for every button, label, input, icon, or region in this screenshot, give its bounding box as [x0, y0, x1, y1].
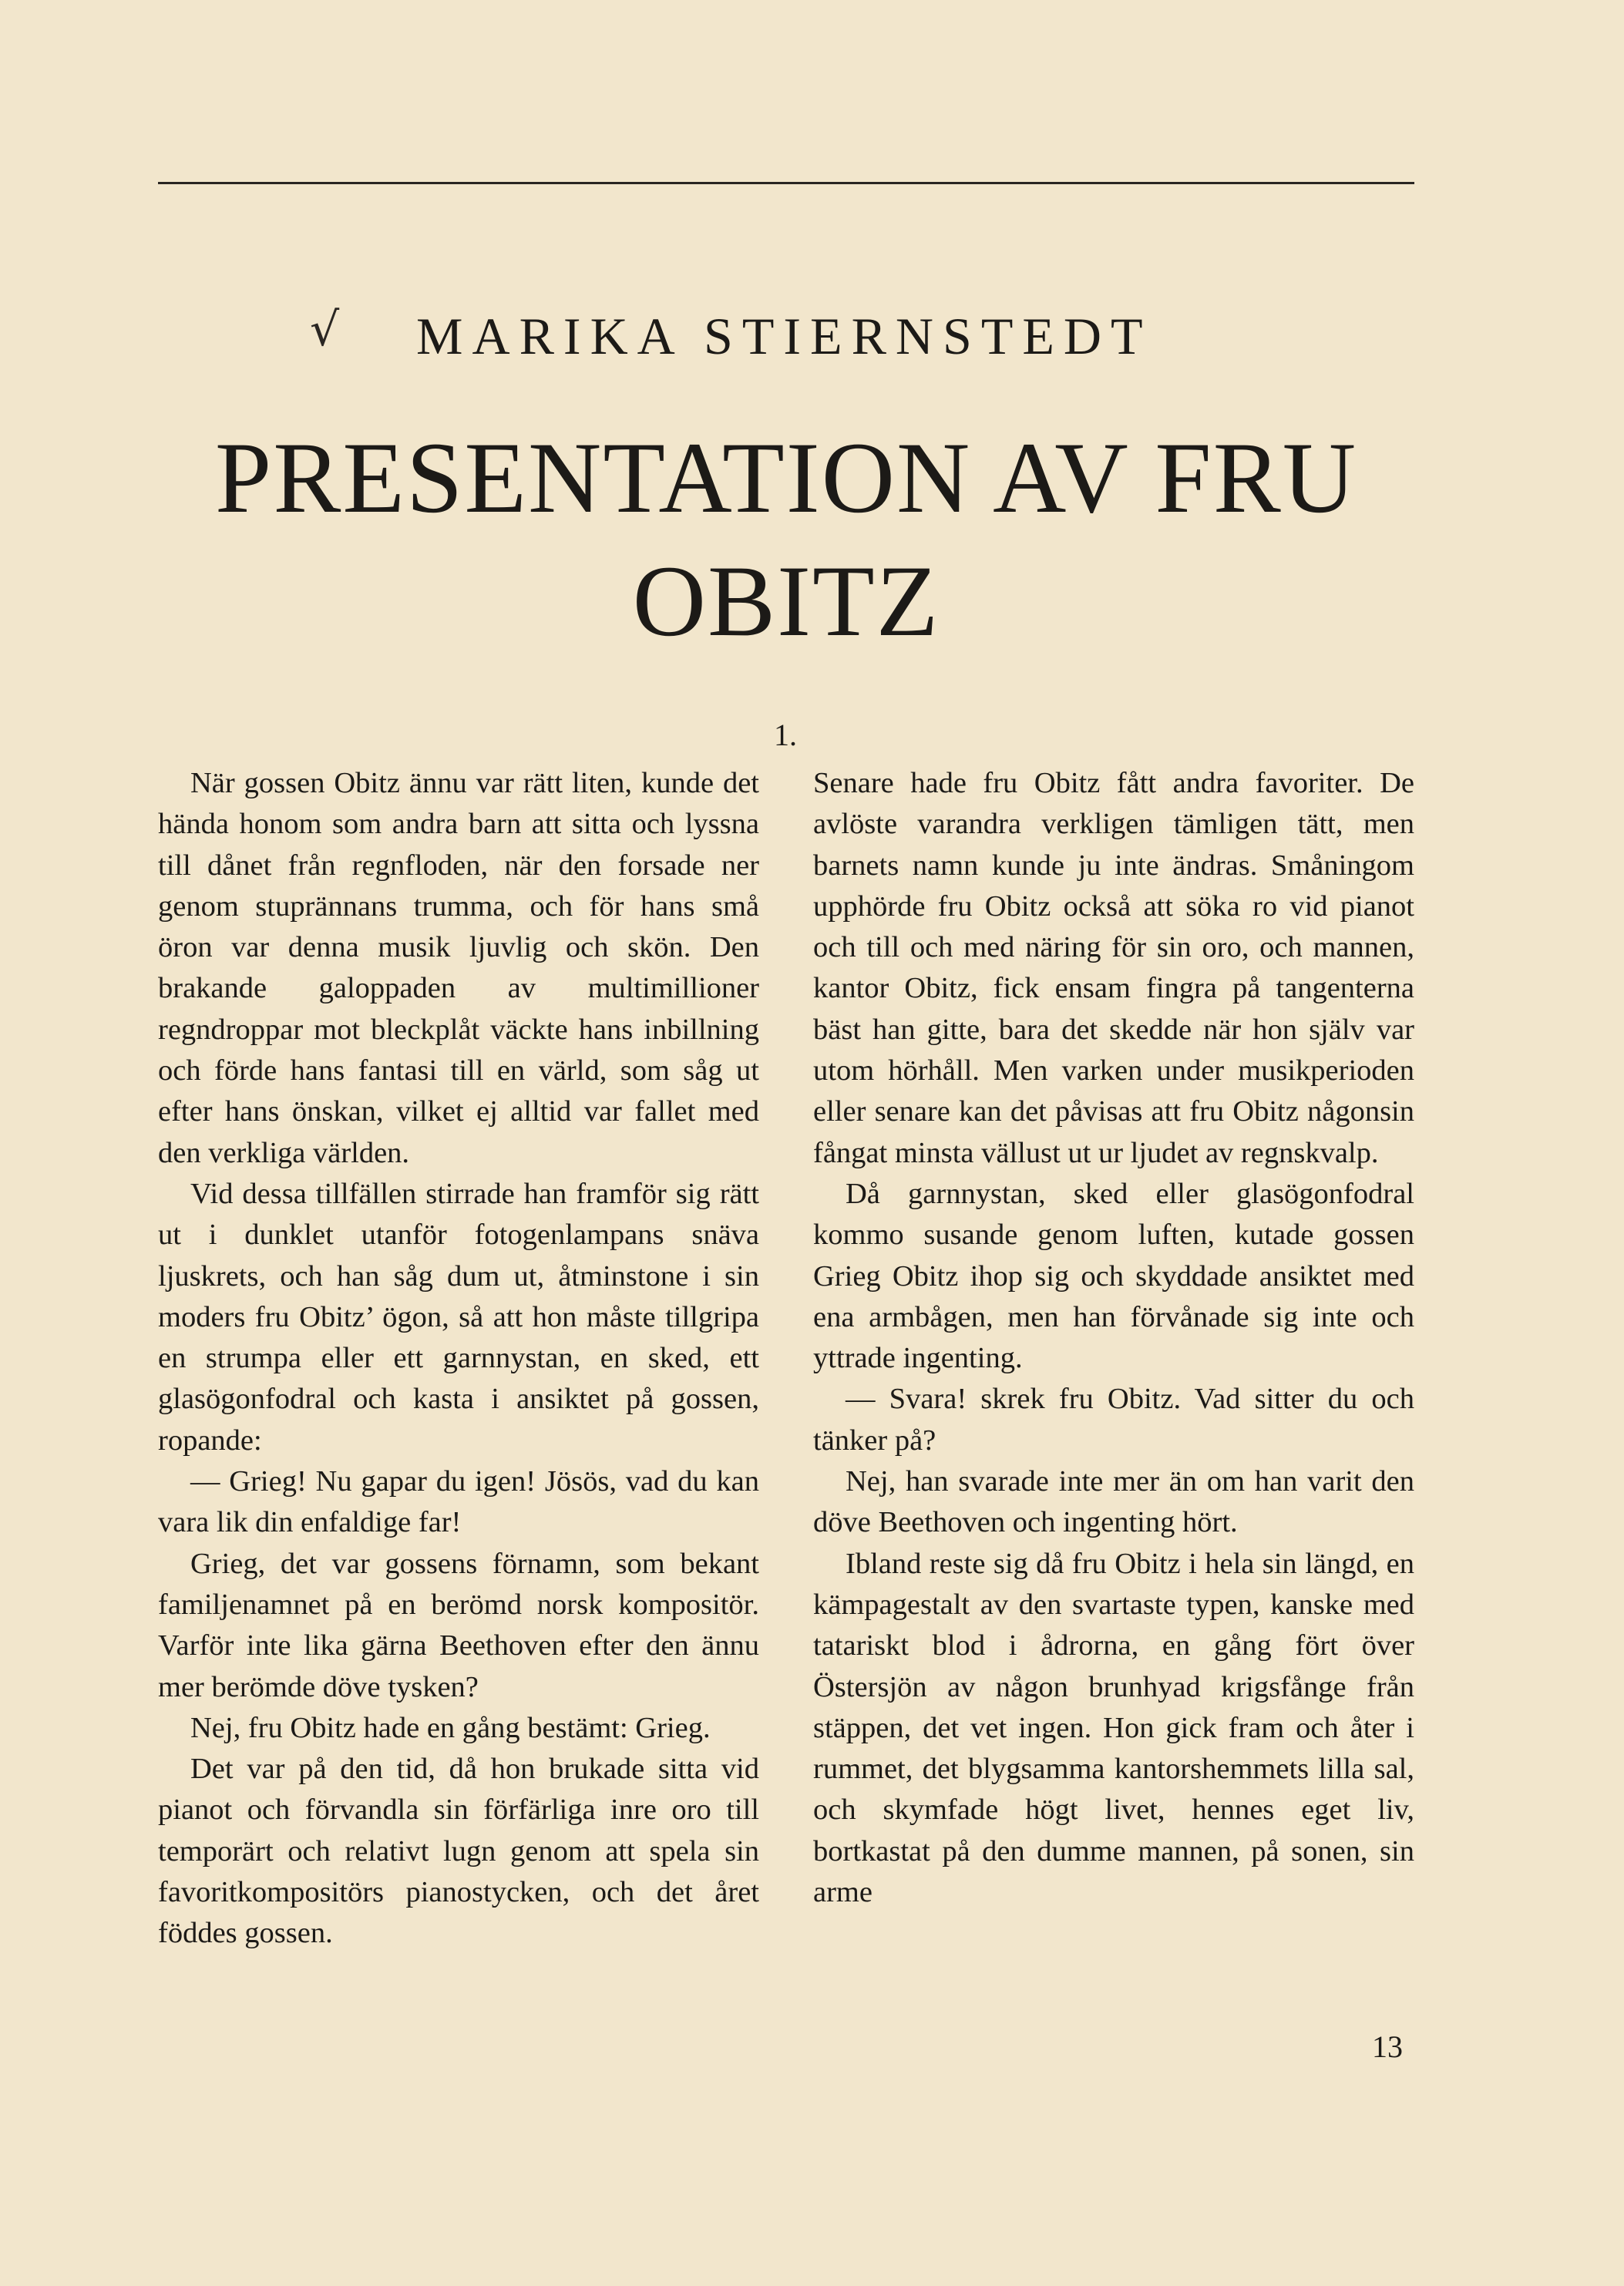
paragraph: Vid dessa tillfällen stirrade han framför sig rätt ut i dunklet utanför fotogenlampans snäva ljuskrets, och han såg dum ut, åtminstone i sin moders fru Obitz’ ögon, så att hon måste tillgripa en strumpa eller ett garnnystan, en sked, ett glasögonfodral och kasta i ansiktet på gossen, ropande: [158, 1177, 759, 1457]
paragraph: Då garnnystan, sked eller glasögonfodral kommo susande genom luften, kutade gossen Grieg Obitz ihop sig och skyddade ansiktet med ena armbågen, men han förvånade sig inte och yttrade ingenting. [813, 1177, 1414, 1375]
author-name: MARIKA STIERNSTEDT [416, 307, 1152, 365]
paragraph: Det var på den tid, då hon brukade sitta vid pianot och förvandla sin förfärliga inre oro till temporärt och relativt lugn genom att spela sin favoritkompositörs pianostycken, och det året föddes gossen. [158, 1753, 759, 1950]
paragraph: Grieg, det var gossens förnamn, som bekant familjenamnet på en berömd norsk kompositör. Varför inte lika gärna Beethoven efter den ännu mer berömde döve tysken? [158, 1547, 759, 1703]
page-number: 13 [1372, 2029, 1403, 2064]
top-rule [158, 182, 1414, 184]
title-line-1: PRESENTATION AV FRU [214, 421, 1358, 534]
article-title [158, 416, 1414, 663]
paragraph: Nej, han svarade inte mer än om han varit den döve Beethoven och ingenting hört. [813, 1465, 1414, 1539]
paragraph: — Grieg! Nu gapar du igen! Jösös, vad du kan vara lik din enfaldige far! [158, 1465, 759, 1539]
title-line-2: OBITZ [632, 544, 940, 657]
paragraph: Senare hade fru Obitz fått andra favoriter. De avlöste varandra verkligen tämligen tätt, men barnets namn kunde ju inte ändras. Småningom upphörde fru Obitz också att söka ro vid pianot och till och med näring för sin oro, och mannen, kantor Obitz, fick ensam fingra på tangenterna bäst han gitte, bara det skedde när hon själv var utom hörhåll. Men varken under musikperioden eller senare kan det påvisas att fru Obitz någonsin fångat minsta vällust ut ur ljudet av regnskvalp. [813, 767, 1414, 1169]
check-mark: √ [310, 303, 340, 357]
paragraph: Nej, fru Obitz hade en gång bestämt: Grieg. [190, 1711, 711, 1744]
paragraph: När gossen Obitz ännu var rätt liten, kunde det hända honom som andra barn att sitta och lyssna till dånet från regnfloden, när den forsade ner genom stuprännans trumma, och för hans små öron var denna musik ljuvlig och skön. Den brakande galoppaden av multimillioner regndroppar mot bleckplåt väckte hans inbillning och förde hans fantasi till en värld, som såg ut efter hans önskan, vilket ej alltid var fallet med den verkliga världen. [158, 767, 759, 1169]
paragraph: Ibland reste sig då fru Obitz i hela sin längd, en kämpagestalt av den svartaste typen, kanske med tatariskt blod i ådrorna, en gång fört över Östersjön av någon brunhyad krigsfånge från stäppen, det vet ingen. Hon gick fram och åter i rummet, det blygsamma kantorshemmets lilla sal, och skymfade högt livet, hennes eget liv, bortkastat på den dumme mannen, på sonen, sin arme [813, 1547, 1414, 1909]
section-number: 1. [774, 718, 797, 752]
left-column [158, 763, 759, 1955]
right-column [813, 763, 1414, 1913]
paragraph: — Svara! skrek fru Obitz. Vad sitter du och tänker på? [813, 1383, 1414, 1457]
